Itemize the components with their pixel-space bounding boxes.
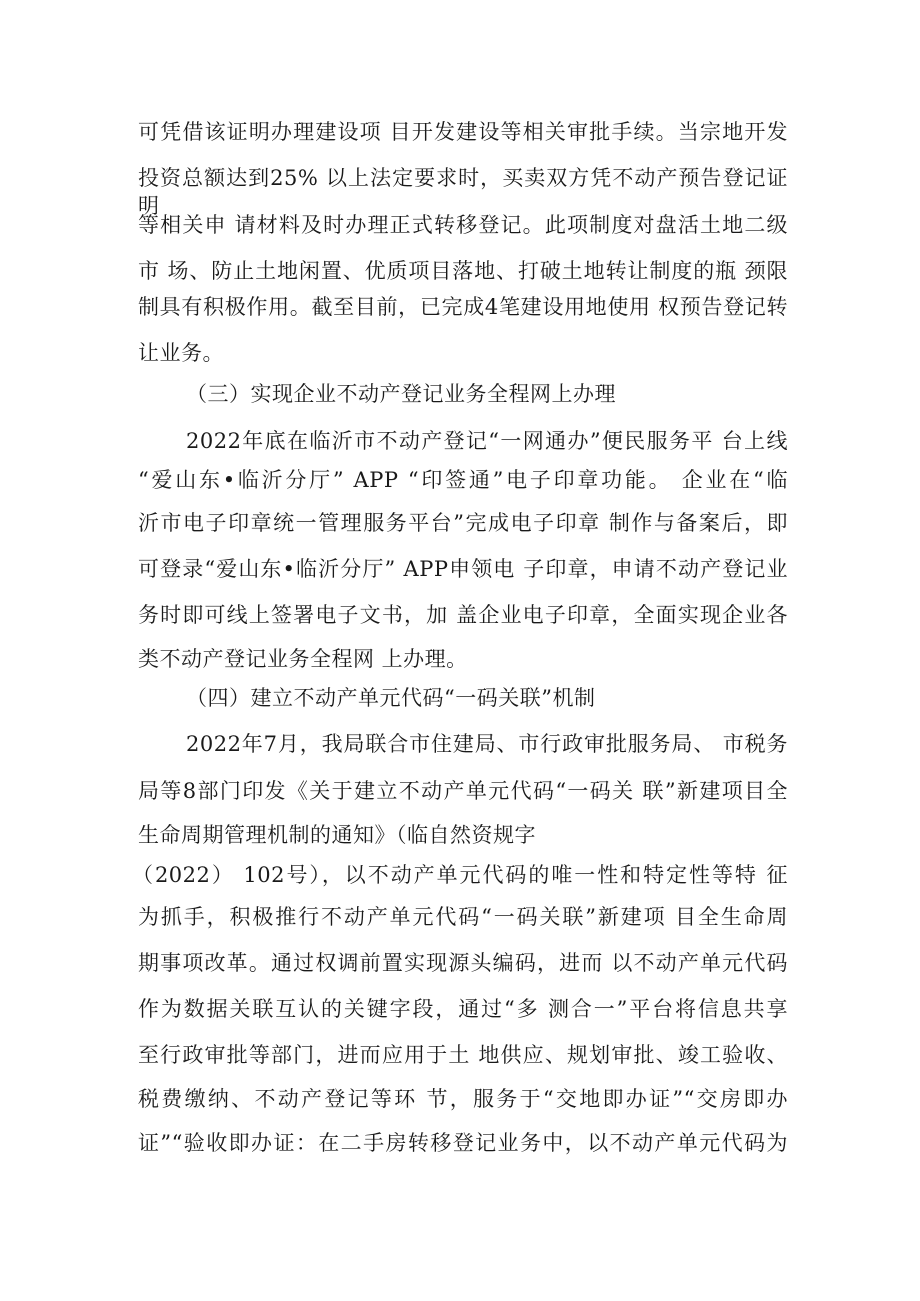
body-line: 作为数据关联互认的关键字段，通过“多 测合一”平台将信息共享 xyxy=(138,997,788,1021)
body-line: 可凭借该证明办理建设项 目开发建设等相关审批手续。当宗地开发 xyxy=(138,120,788,144)
body-line: 市 场、防止土地闲置、优质项目落地、打破土地转让制度的瓶 颈限 xyxy=(138,259,788,283)
body-line: 证”“验收即办证：在二手房转移登记业务中，以不动产单元代码为 xyxy=(138,1131,788,1155)
body-line: 生命周期管理机制的通知》（临自然资规字 xyxy=(138,823,536,847)
body-line: （2022） 102号），以不动产单元代码的唯一性和特定性等特 征 xyxy=(132,863,788,887)
paragraph-first-line: 2022年7月，我局联合市住建局、市行政审批服务局、 市税务 xyxy=(186,732,788,756)
body-line: 税费缴纳、不动产登记等环 节，服务于“交地即办证”“交房即办 xyxy=(138,1087,788,1111)
body-line: “爱山东•临沂分厅” APP “印签通”电子印章功能。 企业在“临 xyxy=(138,468,788,492)
body-line: 可登录“爱山东•临沂分厅” APP申领电 子印章，申请不动产登记业 xyxy=(138,557,788,581)
body-line: 务时即可线上签署电子文书，加 盖企业电子印章，全面实现企业各 xyxy=(138,603,788,627)
section-heading-4: （四）建立不动产单元代码“一码关联”机制 xyxy=(186,686,596,710)
body-line: 为抓手，积极推行不动产单元代码“一码关联”新建项 目全生命周 xyxy=(138,905,788,929)
body-line: 制具有积极作用。截至目前，已完成4笔建设用地使用 权预告登记转 xyxy=(138,295,788,319)
body-line: 局等8部门印发《关于建立不动产单元代码“一码关 联”新建项目全 xyxy=(138,779,788,803)
body-line: 投资总额达到25% 以上法定要求时，买卖双方凭不动产预告登记证明 xyxy=(138,166,788,218)
body-line: 让业务。 xyxy=(138,341,224,365)
body-line: 沂市电子印章统一管理服务平台”完成电子印章 制作与备案后，即 xyxy=(138,511,788,535)
body-line: 类不动产登记业务全程网 上办理。 xyxy=(138,647,468,671)
section-heading-3: （三）实现企业不动产登记业务全程网上办理 xyxy=(186,382,616,406)
body-line: 等相关申 请材料及时办理正式转移登记。此项制度对盘活土地二级 xyxy=(138,213,788,237)
body-line: 至行政审批等部门，进而应用于土 地供应、规划审批、竣工验收、 xyxy=(138,1043,788,1067)
paragraph-first-line: 2022年底在临沂市不动产登记“一网通办”便民服务平 台上线 xyxy=(186,429,788,453)
body-line: 期事项改革。通过权调前置实现源头编码，进而 以不动产单元代码 xyxy=(138,951,788,975)
